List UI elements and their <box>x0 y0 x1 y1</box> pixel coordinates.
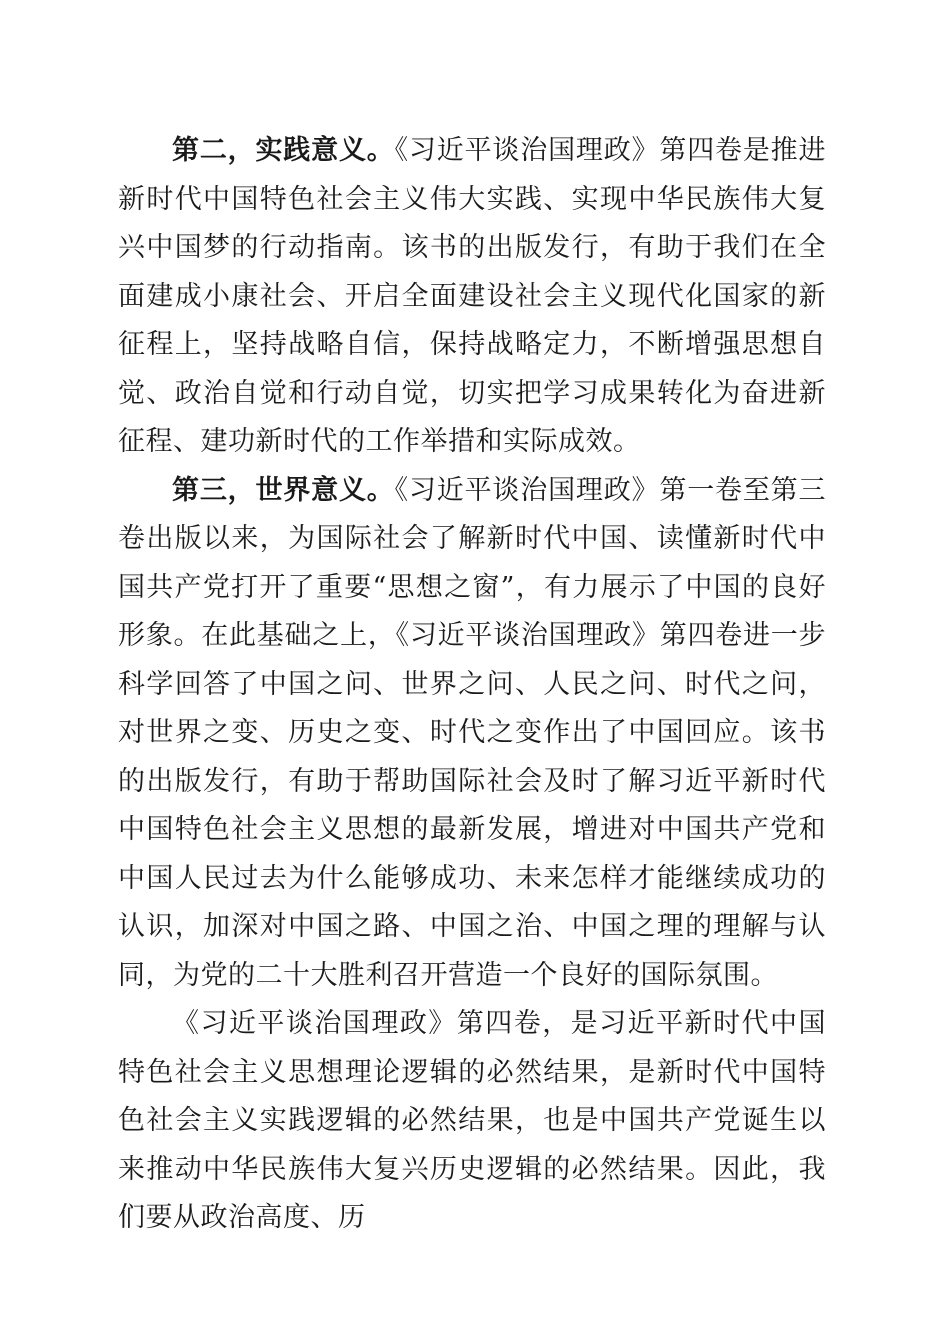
paragraph-text: 《习近平谈治国理政》第四卷，是习近平新时代中国特色社会主义思想理论逻辑的必然结果，是新时代中国特色社会主义实践逻辑的必然结果，也是中国共产党诞生以来推动中华民族伟大复兴历史逻辑的必然结果。因此，我们要从政治高度、历 <box>118 1008 826 1233</box>
paragraph-text: 《习近平谈治国理政》第四卷是推进新时代中国特色社会主义伟大实践、实现中华民族伟大复兴中国梦的行动指南。该书的出版发行，有助于我们在全面建成小康社会、开启全面建设社会主义现代化国家的新征程上，坚持战略自信，保持战略定力，不断增强思想自觉、政治自觉和行动自觉，切实把学习成果转化为奋进新征程、建功新时代的工作举措和实际成效。 <box>118 135 826 457</box>
paragraph-world-significance <box>118 467 826 1001</box>
paragraph-conclusion <box>118 1000 826 1243</box>
document-body <box>118 127 826 1243</box>
paragraph-heading: 第三，世界意义。 <box>172 474 395 506</box>
paragraph-heading: 第二，实践意义。 <box>172 135 395 166</box>
paragraph-practical-significance <box>118 127 826 467</box>
paragraph-text: 《习近平谈治国理政》第一卷至第三卷出版以来，为国际社会了解新时代中国、读懂新时代中国共产党打开了重要“思想之窗”，有力展示了中国的良好形象。在此基础之上，《习近平谈治国理政》第四卷进一步科学回答了中国之问、世界之问、人民之问、时代之问，对世界之变、历史之变、时代之变作出了中国回应。该书的出版发行，有助于帮助国际社会及时了解习近平新时代中国特色社会主义思想的最新发展，增进对中国共产党和中国人民过去为什么能够成功、未来怎样才能继续成功的认识，加深对中国之路、中国之治、中国之理的理解与认同，为党的二十大胜利召开营造一个良好的国际氛围。 <box>118 474 826 991</box>
